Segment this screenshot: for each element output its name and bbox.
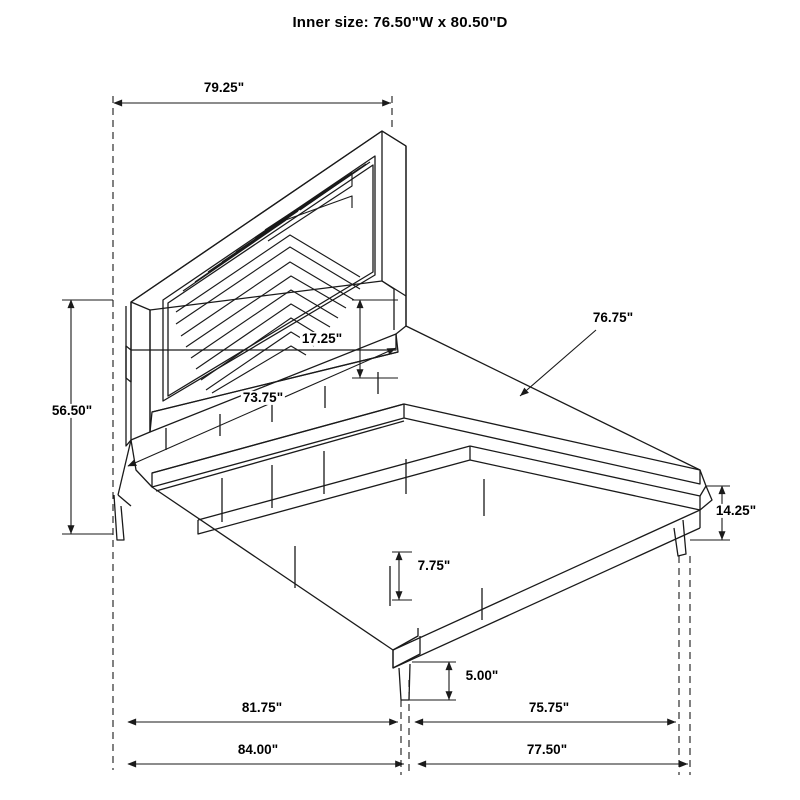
dim-label-slat-leg: 7.75" (417, 557, 451, 573)
headboard-top-right-edge (382, 131, 406, 146)
leg-rear-right (674, 520, 686, 556)
leg-front-center (399, 664, 410, 700)
headboard-inner-right (382, 281, 394, 330)
dim-label-headboard-width: 79.25" (203, 79, 245, 95)
mid-crossrail-2-thickness (198, 446, 470, 534)
center-rail-line (156, 421, 404, 491)
mid-crossrail-2-right (470, 446, 700, 510)
dim-label-front-left: 81.75" (241, 699, 283, 715)
dim-label-leg: 5.00" (465, 667, 499, 683)
page-title: Inner size: 76.50"W x 80.50"D (292, 14, 508, 31)
headboard-left-post (131, 302, 150, 440)
dim-label-side-rail: 76.75" (592, 309, 634, 325)
headboard-top-edge (131, 131, 382, 302)
dim-label-headboard-height: 56.50" (51, 402, 93, 418)
dim-label-overall-left: 84.00" (237, 741, 279, 757)
dim-label-overall-right: 77.50" (526, 741, 568, 757)
headboard-left-edge (126, 306, 131, 446)
left-rail-outer-bottom (118, 495, 131, 506)
foot-left-corner (393, 636, 420, 668)
right-rail-top (406, 326, 700, 470)
left-rail-outer-edge (118, 440, 131, 495)
dim-label-slat-span: 73.75" (242, 389, 284, 405)
dim-leader-side-rail (520, 330, 596, 396)
center-rail-right (404, 404, 700, 484)
headboard-right-post-top (382, 131, 406, 296)
extension-lines (113, 96, 690, 775)
dim-label-front-right: 75.75" (528, 699, 570, 715)
head-rail-top (150, 330, 398, 432)
right-rail-corner (700, 470, 706, 496)
dim-label-drop: 17.25" (301, 330, 343, 346)
mid-crossrail-2 (198, 446, 470, 520)
bed-outline (114, 131, 712, 700)
right-corner-block (700, 486, 712, 510)
dim-label-footboard-height: 14.25" (715, 502, 757, 518)
footboard-top-edge (393, 510, 700, 650)
leg-rear-left (114, 495, 124, 540)
footboard-bottom-edge (393, 528, 700, 668)
